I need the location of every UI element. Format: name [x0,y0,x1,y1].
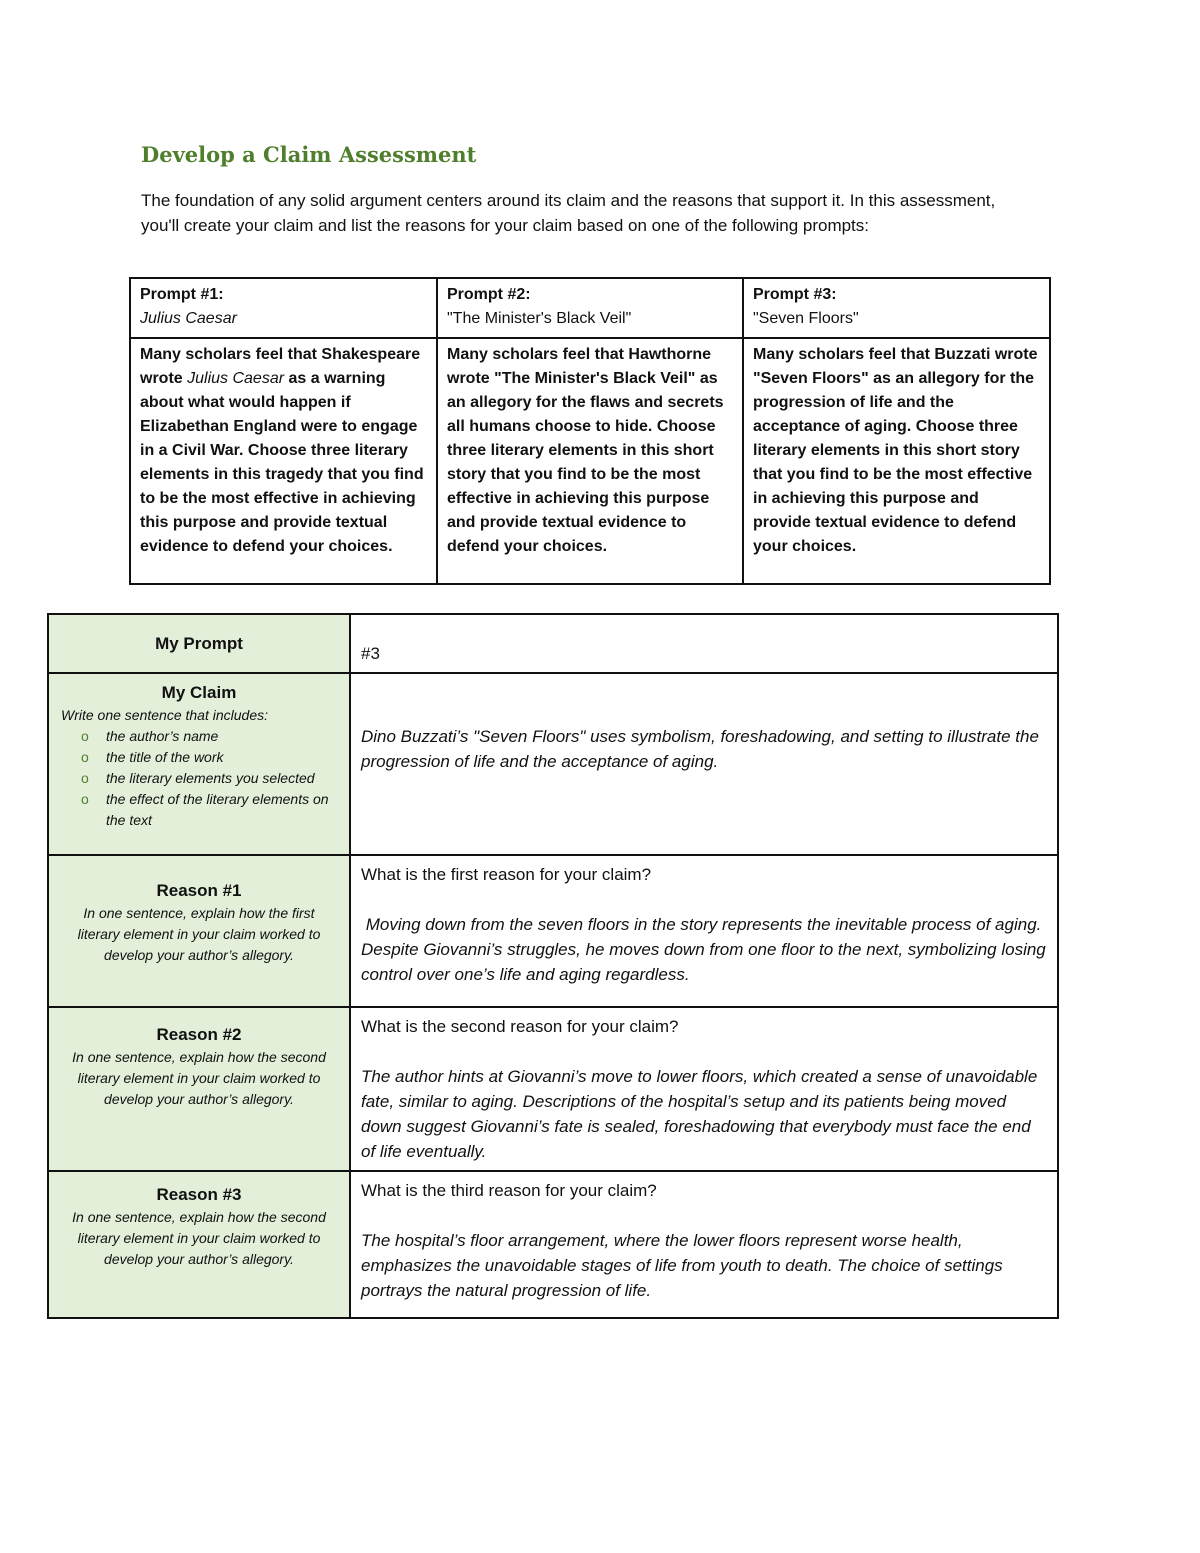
prompt-3-work: "Seven Floors" [753,310,859,327]
reason-3-description: In one sentence, explain how the second literary element in your claim worked to develop your author’s allegory. [72,1209,326,1267]
bullet-icon: o [81,791,89,807]
bullet-icon: o [81,728,89,744]
my-claim-value[interactable]: Dino Buzzati’s "Seven Floors" uses symbolism, foreshadowing, and setting to illustrate the progression of life and the acceptance of aging. [350,673,1058,855]
reason-2-label: Reason #2 [156,1025,242,1044]
reason-2-description: In one sentence, explain how the second literary element in your claim worked to develop your author’s allegory. [72,1049,326,1107]
prompt-body-row [130,338,1050,584]
reason-2-row [48,1007,1058,1171]
list-item: o the title of the work [81,747,337,768]
reason-2-answer[interactable]: The author hints at Giovanni’s move to lower floors, which created a sense of unavoidable fate, similar to aging. Descriptions of the hospital’s setup and its patients being moved down suggest Giovanni’s fate is sealed, foreshadowing that everybody must face the end of life eventually. [361,1067,1038,1161]
my-claim-label-cell [48,673,350,855]
reason-1-value[interactable] [350,855,1058,1007]
prompt-3-text: Many scholars feel that Buzzati wrote "Seven Floors" as an allegory for the progression of life and the acceptance of aging. Choose three literary elements in this short story that you find to be the most effective in achieving this purpose and provide textual evidence to defend your choices. [743,338,1050,584]
prompt-3-label: Prompt #3: [753,286,837,303]
reason-1-question: What is the first reason for your claim? [361,865,652,884]
reason-3-row [48,1171,1058,1318]
my-claim-row [48,673,1058,855]
reason-1-row [48,855,1058,1007]
prompt-1-label: Prompt #1: [140,286,224,303]
reason-1-answer[interactable]: Moving down from the seven floors in the story represents the inevitable process of aging. Despite Giovanni’s struggles, he moves down from one floor to the next, symbolizing losing control over one’s life and aging regardless. [361,915,1051,984]
prompt-table [129,277,1051,585]
reason-2-value[interactable] [350,1007,1058,1171]
list-item: o the effect of the literary elements on the text [81,791,329,828]
prompt-2-header [437,278,743,338]
prompt-1-text-italic: Julius Caesar [187,370,285,387]
bullet-icon: o [81,749,89,765]
prompt-1-header [130,278,437,338]
prompt-1-text-before: Many scholars feel that Shakespeare wrote [140,346,421,387]
reason-1-label: Reason #1 [156,881,242,900]
bullet-icon: o [81,770,89,786]
reason-3-label: Reason #3 [156,1185,242,1204]
list-item: o the literary elements you selected [81,768,337,789]
my-prompt-label-cell [48,614,350,673]
reason-3-answer[interactable]: The hospital’s floor arrangement, where the lower floors represent worse health, emphasizes the unavoidable stages of life from youth to death. The choice of settings portrays the natural progression of life. [361,1231,1003,1300]
reason-1-description: In one sentence, explain how the first literary element in your claim worked to develop your author’s allegory. [77,905,321,963]
reason-3-value[interactable] [350,1171,1058,1318]
page-title: Develop a Claim Assessment [141,142,477,167]
reason-3-question: What is the third reason for your claim? [361,1181,657,1200]
prompt-2-work: "The Minister's Black Veil" [447,310,632,327]
claim-checklist [61,726,337,831]
prompt-2-label: Prompt #2: [447,286,531,303]
prompt-1-text-after: as a warning about what would happen if Elizabethan England were to engage in a Civil War. Choose three literary elements in this tragedy that you find to be the most effective in achieving this purpose and provide textual evidence to defend your choices. [140,370,424,555]
intro-paragraph: The foundation of any solid argument centers around its claim and the reasons that support it. In this assessment, you'll create your claim and list the reasons for your claim based on one of the following prompts: [141,191,996,235]
reason-1-label-cell [48,855,350,1007]
my-prompt-row [48,614,1058,673]
prompt-2-text: Many scholars feel that Hawthorne wrote "The Minister's Black Veil" as an allegory for the flaws and secrets all humans choose to hide. Choose three literary elements in this short story that you find to be the most effective in achieving this purpose and provide textual evidence to defend your choices. [437,338,743,584]
reason-2-label-cell [48,1007,350,1171]
my-claim-instruction: Write one sentence that includes: [61,707,269,723]
list-item: o the author’s name [81,726,337,747]
prompt-3-header [743,278,1050,338]
my-prompt-value[interactable]: #3 [350,614,1058,673]
reason-3-label-cell [48,1171,350,1318]
reason-2-question: What is the second reason for your claim? [361,1017,679,1036]
my-claim-label: My Claim [161,683,237,702]
prompt-header-row [130,278,1050,338]
prompt-1-text [130,338,437,584]
prompt-1-work: Julius Caesar [140,310,237,327]
my-prompt-label: My Prompt [155,634,243,653]
response-table [47,613,1059,1319]
